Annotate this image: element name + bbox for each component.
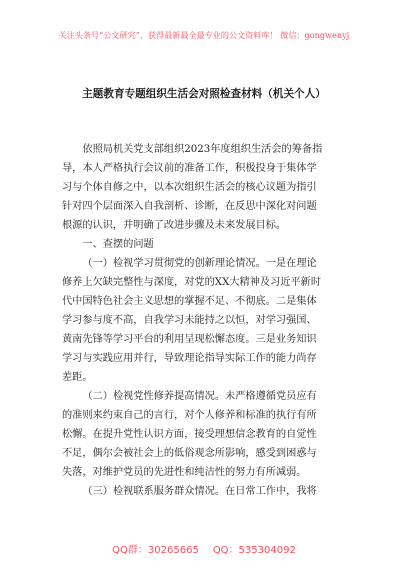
text-line: 学习与实践应用并行，导致理论指导实际工作的能力尚存 <box>62 353 317 364</box>
qq-group-number: QQ群：30265665 <box>112 545 199 556</box>
document-body <box>62 140 353 501</box>
text-line: 习与个体自修之中，以本次组织生活会的核心议题为指引 <box>62 182 317 193</box>
text-line: （三）检视联系服务群众情况。在日常工作中，我将 <box>82 486 317 497</box>
footer-watermark <box>0 541 408 556</box>
text-line: （二）检视党性修养提高情况。未严格遵循党员应有 <box>82 391 317 402</box>
text-line: 松懈。在提升党性认识方面，接受理想信念教育的自觉性 <box>62 429 317 440</box>
paragraph-party-spirit <box>62 387 353 482</box>
text-line: 针对四个层面深入自我剖析、诊断，在反思中深化对问题 <box>62 201 317 212</box>
paragraph-theory-study <box>62 254 353 387</box>
text-line: 黄南先锋等学习平台的利用呈现松懈态度。三是业务知识 <box>62 334 317 345</box>
document-title: 主题教育专题组织生活会对照检查材料（机关个人） <box>82 88 326 100</box>
text-line: 根源的认识，并明确了改进步骤及未来发展目标。 <box>62 220 287 231</box>
text-line: 导，本人严格执行会议前的准备工作，积极投身于集体学 <box>62 163 317 174</box>
text-line: 代中国特色社会主义思想的掌握不足、不彻底。二是集体 <box>62 296 317 307</box>
text-line: 依照局机关党支部组织2023年度组织生活会的筹备指 <box>82 144 323 155</box>
text-line: 的准则来约束自己的言行，对个人修养和标准的执行有所 <box>62 410 317 421</box>
text-line: 不足，偶尔会被社会上的低俗观念所影响，感受到困惑与 <box>62 448 317 459</box>
text-line: （一）检视学习贯彻党的创新理论情况。一是在理论 <box>82 258 317 269</box>
text-line: 修养上欠缺完整性与深度，对党的XX大精神及习近平新时 <box>62 277 322 288</box>
paragraph-serve-masses <box>62 482 353 501</box>
text-line: 学习参与度不高，自我学习未能持之以恒，对学习强国、 <box>62 315 317 326</box>
header-watermark: 关注头条号“公文研究”，获得最新最全最专业的公文资料库！ 微信：gongwenyj <box>58 31 350 40</box>
paragraph-intro <box>62 140 353 235</box>
text-line: 差距。 <box>62 372 93 383</box>
text-line: 失落，对维护党员的先进性和纯洁性的努力有所减弱。 <box>62 467 307 478</box>
qq-number: QQ：535304092 <box>212 545 296 556</box>
section-heading <box>62 235 353 254</box>
text-line: 一、查摆的问题 <box>82 239 154 250</box>
